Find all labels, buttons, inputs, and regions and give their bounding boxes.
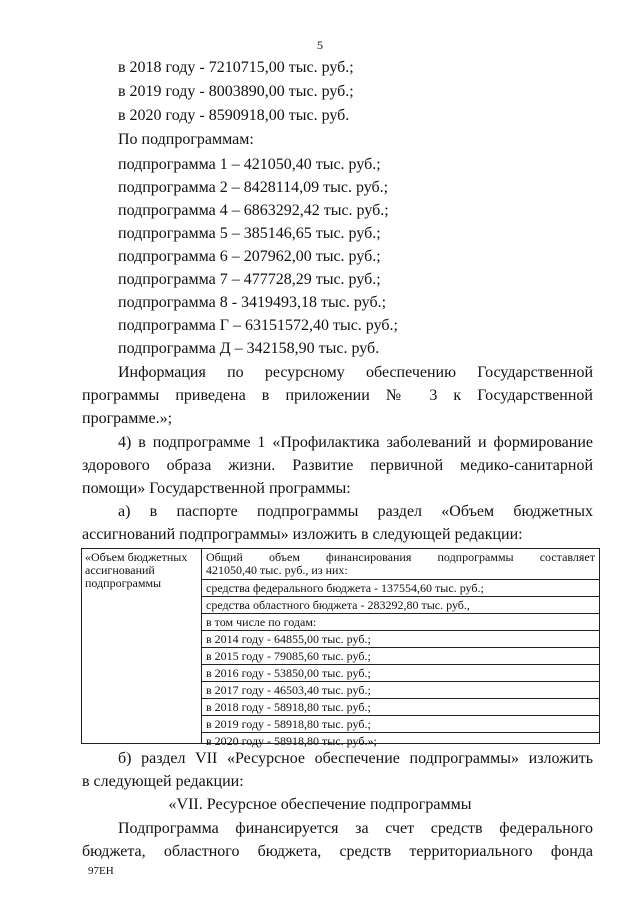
item-b-paragraph bbox=[82, 747, 593, 793]
paragraph-line: здорового образа жизни. Развитие первичной медико-санитарной bbox=[82, 457, 593, 474]
year-line: в 2019 году - 8003890,00 тыс. руб.; bbox=[118, 83, 354, 100]
paragraph-line: программе.»; bbox=[82, 410, 173, 427]
subprogram-line: подпрограмма 6 – 207962,00 тыс. руб.; bbox=[118, 248, 381, 265]
table-row: средства федерального бюджета - 137554,60 тыс. руб.; bbox=[202, 580, 599, 597]
paragraph-line: а) в паспорте подпрограммы раздел «Объем бюджетных bbox=[118, 503, 593, 520]
paragraph-line: Информация по ресурсному обеспечению Государственной bbox=[118, 364, 593, 381]
footer-code: 97ЕН bbox=[88, 865, 114, 877]
subprogram-line: подпрограмма 5 – 385146,65 тыс. руб.; bbox=[118, 225, 381, 242]
paragraph-line: бюджета, областного бюджета, средств территориального фонда bbox=[82, 843, 593, 860]
item4-paragraph bbox=[82, 431, 593, 500]
table-row: в 2019 году - 58918,80 тыс. руб.; bbox=[202, 716, 599, 733]
paragraph-line: Подпрограмма финансируется за счет средств федерального bbox=[118, 820, 593, 837]
table-row: в 2016 году - 53850,00 тыс. руб.; bbox=[202, 665, 599, 682]
table-row: в 2015 году - 79085,60 тыс. руб.; bbox=[202, 648, 599, 665]
page-number: 5 bbox=[317, 38, 323, 52]
table-row-text: 421050,40 тыс. руб., из них: bbox=[206, 563, 348, 577]
subprogram-line: подпрограмма 8 - 3419493,18 тыс. руб.; bbox=[118, 294, 387, 311]
year-line: в 2020 году - 8590918,00 тыс. руб. bbox=[118, 107, 350, 124]
subprogram-line: подпрограмма 4 – 6863292,42 тыс. руб.; bbox=[118, 202, 389, 219]
table-row: в 2017 году - 46503,40 тыс. руб.; bbox=[202, 682, 599, 699]
table-label-cell: «Объем бюджетных ассигнований подпрограммы bbox=[82, 549, 202, 743]
table-row: в том числе по годам: bbox=[202, 614, 599, 631]
paragraph-line: б) раздел VII «Ресурсное обеспечение подпрограммы» изложить bbox=[118, 750, 593, 767]
table-row: средства областного бюджета - 283292,80 тыс. руб., bbox=[202, 597, 599, 614]
paragraph-line: 4) в подпрограмме 1 «Профилактика заболеваний и формирование bbox=[118, 434, 593, 451]
subprogram-line: подпрограмма 2 – 8428114,09 тыс. руб.; bbox=[118, 179, 389, 196]
section-title: «VII. Ресурсное обеспечение подпрограммы bbox=[168, 796, 472, 813]
subprogram-line: подпрограмма 7 – 477728,29 тыс. руб.; bbox=[118, 271, 381, 288]
budget-table bbox=[81, 548, 600, 748]
paragraph-line: в следующей редакции: bbox=[82, 773, 244, 790]
subprogram-line: подпрограмма Д – 342158,90 тыс. руб. bbox=[118, 340, 380, 357]
table-row: в 2018 году - 58918,80 тыс. руб.; bbox=[202, 699, 599, 716]
paragraph-line: помощи» Государственной программы: bbox=[82, 480, 351, 497]
subprogram-line: подпрограмма 1 – 421050,40 тыс. руб.; bbox=[118, 156, 381, 173]
paragraph-line: ассигнований подпрограммы» изложить в следующей редакции: bbox=[82, 526, 523, 543]
table-row: в 2020 году - 58918,80 тыс. руб.»; bbox=[206, 734, 377, 748]
subprograms-heading: По подпрограммам: bbox=[118, 131, 254, 148]
paragraph-line: программы приведена в приложении № 3 к Государственной bbox=[82, 387, 593, 404]
info-paragraph bbox=[82, 361, 593, 430]
year-line: в 2018 году - 7210715,00 тыс. руб.; bbox=[118, 59, 354, 76]
final-paragraph bbox=[82, 817, 593, 863]
table-value-cell bbox=[202, 549, 599, 748]
item-a-paragraph bbox=[82, 500, 593, 546]
table-row-text: Общий объем финансирования подпрограммы составляет bbox=[206, 550, 595, 564]
table-row bbox=[202, 549, 599, 580]
table-row: в 2014 году - 64855,00 тыс. руб.; bbox=[202, 631, 599, 648]
subprogram-line: подпрограмма Г – 63151572,40 тыс. руб.; bbox=[118, 317, 398, 334]
